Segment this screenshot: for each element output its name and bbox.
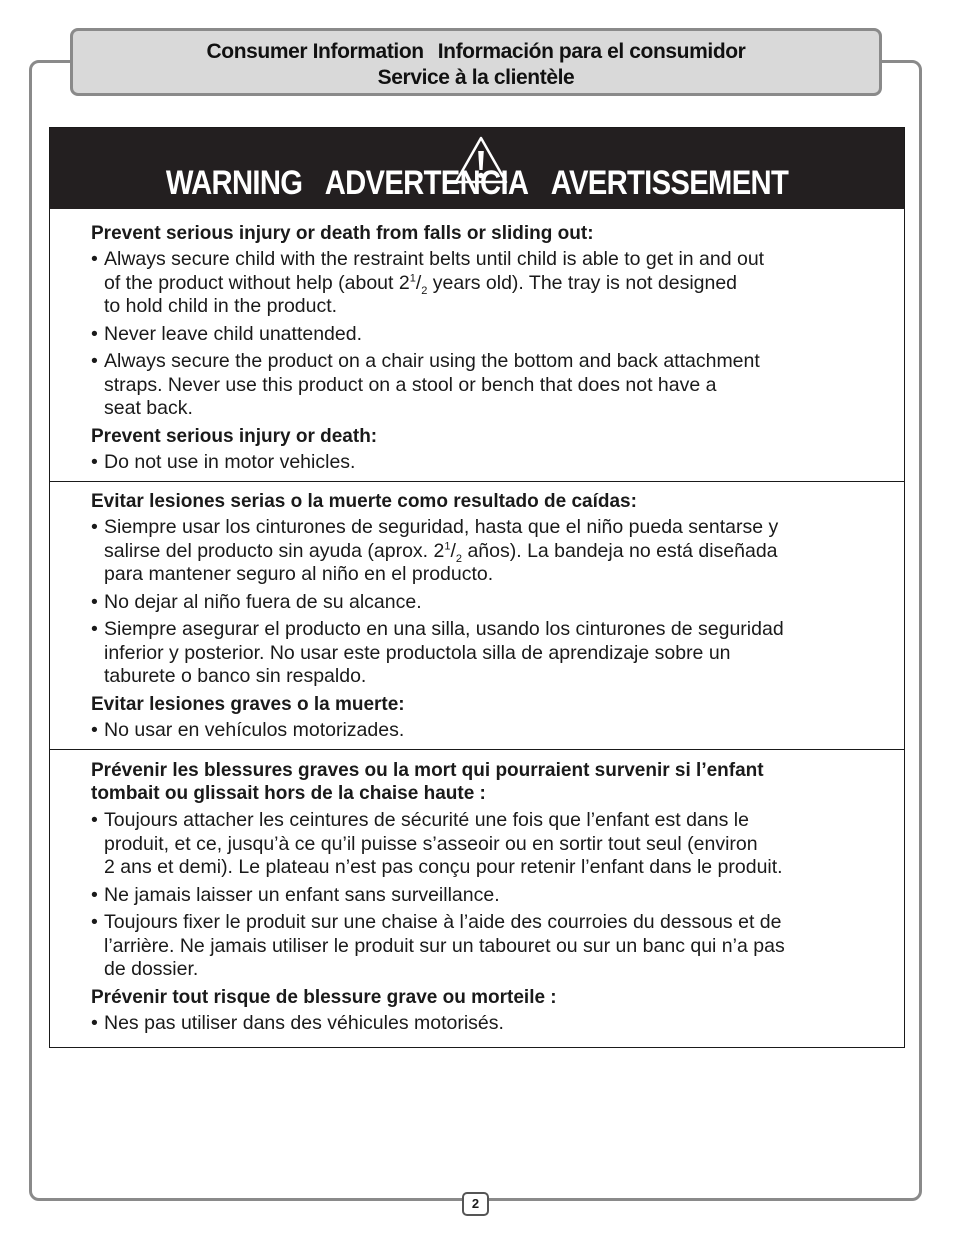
section-divider (50, 481, 904, 482)
en-bullet-secure-chair: • Always secure the product on a chair using the bottom and back attachment straps. Never use this product on a stool or bench that does not have a seat back. (91, 350, 884, 421)
es-bullet-restraint: • Siempre usar los cinturones de seguridad, hasta que el niño pueda sentarse y salirse del producto sin ayuda (aprox. $2^1/_2$ años). La bandeja no está diseñada para mantener seguro al niño en el producto. (91, 516, 884, 587)
warning-title-en: WARNING (165, 164, 303, 202)
warning-box (49, 127, 905, 1048)
en-heading-falls: Prevent serious injury or death from falls or sliding out: (91, 223, 594, 244)
warning-title (110, 162, 844, 204)
es-heading-injury: Evitar lesiones graves o la muerte: (91, 693, 405, 715)
fr-bullet-secure-chair: • Toujours fixer le produit sur une chaise à l’aide des courroies du dessous et de l’arrière. Ne jamais utiliser le produit sur un tabouret ou sur un banc qui n’a pas de dossier. (91, 911, 884, 982)
en-heading-injury: Prevent serious injury or death: (91, 425, 378, 447)
warning-title-es: ADVERTENCIA (324, 164, 529, 202)
section-french (50, 759, 904, 1039)
es-bullet-secure-chair: • Siempre asegurar el producto en una silla, usando los cinturones de seguridad inferior y posterior. No usar este productola silla de aprendizaje sobre un taburete o banco sin respaldo. (91, 618, 884, 689)
header-title-fr: Service à la clientèle (377, 66, 575, 89)
fr-heading-falls: Prévenir les blessures graves ou la mort qui pourraient survenir si l’enfant tombait ou glissait hors de la chaise haute : (91, 760, 764, 804)
header-line-1 (73, 39, 879, 65)
fr-heading-injury: Prévenir tout risque de blessure grave ou morteile : (91, 986, 557, 1008)
section-spanish (50, 490, 904, 746)
en-bullet-unattended: • Never leave child unattended. (91, 323, 884, 347)
header-title-es: Información para el consumidor (437, 40, 746, 63)
consumer-information-header (70, 28, 882, 96)
warning-title-fr: AVERTISSEMENT (550, 164, 789, 202)
section-divider (50, 749, 904, 750)
section-english (50, 222, 904, 478)
page-number: 2 (462, 1192, 489, 1216)
en-bullet-vehicles: • Do not use in motor vehicles. (91, 451, 884, 475)
header-title-en: Consumer Information (206, 40, 424, 63)
fr-bullet-unattended: • Ne jamais laisser un enfant sans surveillance. (91, 884, 884, 908)
es-heading-falls: Evitar lesiones serias o la muerte como resultado de caídas: (91, 491, 637, 512)
es-bullet-unattended: • No dejar al niño fuera de su alcance. (91, 591, 884, 615)
en-bullet-restraint: • Always secure child with the restraint belts until child is able to get in and out of the product without help (about $2^1/_2$ years old). The tray is not designed to hold child in the product. (91, 248, 884, 319)
warning-banner (50, 128, 904, 209)
fr-bullet-restraint: • Toujours attacher les ceintures de sécurité une fois que l’enfant est dans le produit, et ce, jusqu’à ce qu’il puisse s’asseoir ou en sortir tout seul (environ 2 ans et demi). Le plateau n’est pas conçu pour retenir l’enfant dans le produit. (91, 809, 884, 880)
es-bullet-vehicles: • No usar en vehículos motorizades. (91, 719, 884, 743)
fr-bullet-vehicles: • Nes pas utiliser dans des véhicules motorisés. (91, 1012, 884, 1036)
